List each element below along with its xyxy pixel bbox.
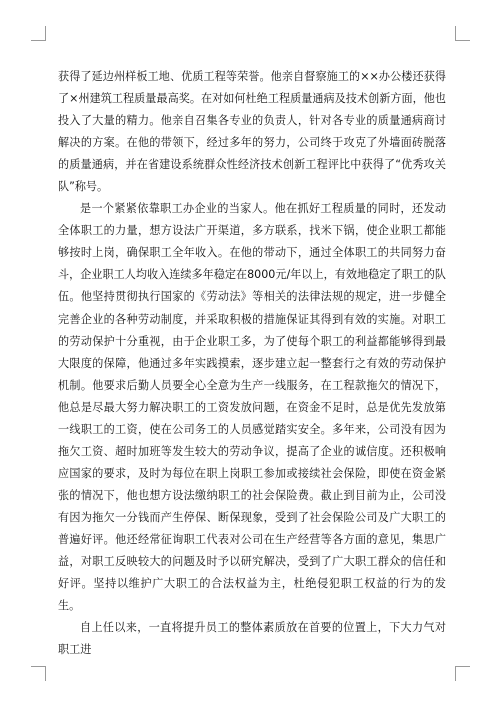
crop-mark-top-left [31, 26, 46, 41]
document-body [58, 66, 446, 661]
paragraph: 自上任以来，一直将提升员工的整体素质放在首要的位置上，下大力气对职工进 [58, 621, 446, 657]
paragraph: 获得了延边州样板工地、优质工程等荣誉。他亲自督察施工的××办公楼还获得了×州建筑工程质量最高奖。在对如何杜绝工程质量通病及技术创新方面，他也投入了大量的精力。他亲自召集各专业的负责人，针对各专业的质量通病商讨解决的方案。在他的带领下，经过多年的努力，公司终于攻克了外墙面砖脱落的质量通病，并在省建设系统群众性经济技术创新工程评比中获得了“优秀攻关队”称号。 [58, 70, 446, 194]
paragraph: 是一个紧紧依靠职工办企业的当家人。他在抓好工程质量的同时，还发动全体职工的力量，想方设法广开渠道，多方联系，找米下锅，使企业职工都能够按时上岗，确保职工全年收入。在他的带动下，通过全体职工的共同努力奋斗，企业职工人均收入连续多年稳定在8000元/年以上，有效地稳定了职工的队伍。他坚持贯彻执行国家的《劳动法》等相关的法律法规的规定，进一步健全完善企业的各种劳动制度，并采取积极的措施保证其得到有效的实施。对职工的劳动保护十分重视，由于企业职工多，为了使每个职工的利益都能够得到最大限度的保障，他通过多年实践摸索，逐步建立起一整套行之有效的劳动保护机制。他要求后勤人员要全心全意为生产一线服务，在工程款拖欠的情况下，他总是尽最大努力解决职工的工资发放问题，在资金不足时，总是优先发放第一线职工的工资，使在公司务工的人员感觉踏实安全。多年来，公司没有因为拖欠工资、超时加班等发生较大的劳动争议，提高了企业的诚信度。还积极响应国家的要求，及时为每位在职上岗职工参加或接续社会保险，即使在资金紧张的情况下，他也想方设法缴纳职工的社会保险费。截止到目前为止，公司没有因为拖欠一分钱而产生停保、断保现象，受到了社会保险公司及广大职工的普遍好评。他还经常征询职工代表对公司在生产经营等各方面的意见，集思广益，对职工反映较大的问题及时予以研究解决，受到了广大职工群众的信任和好评。坚持以维护广大职工的合法权益为主，杜绝侵犯职工权益的行为的发生。 [58, 202, 446, 613]
crop-mark-bottom-right [455, 666, 470, 681]
crop-mark-bottom-left [31, 666, 46, 681]
crop-mark-top-right [455, 26, 470, 41]
